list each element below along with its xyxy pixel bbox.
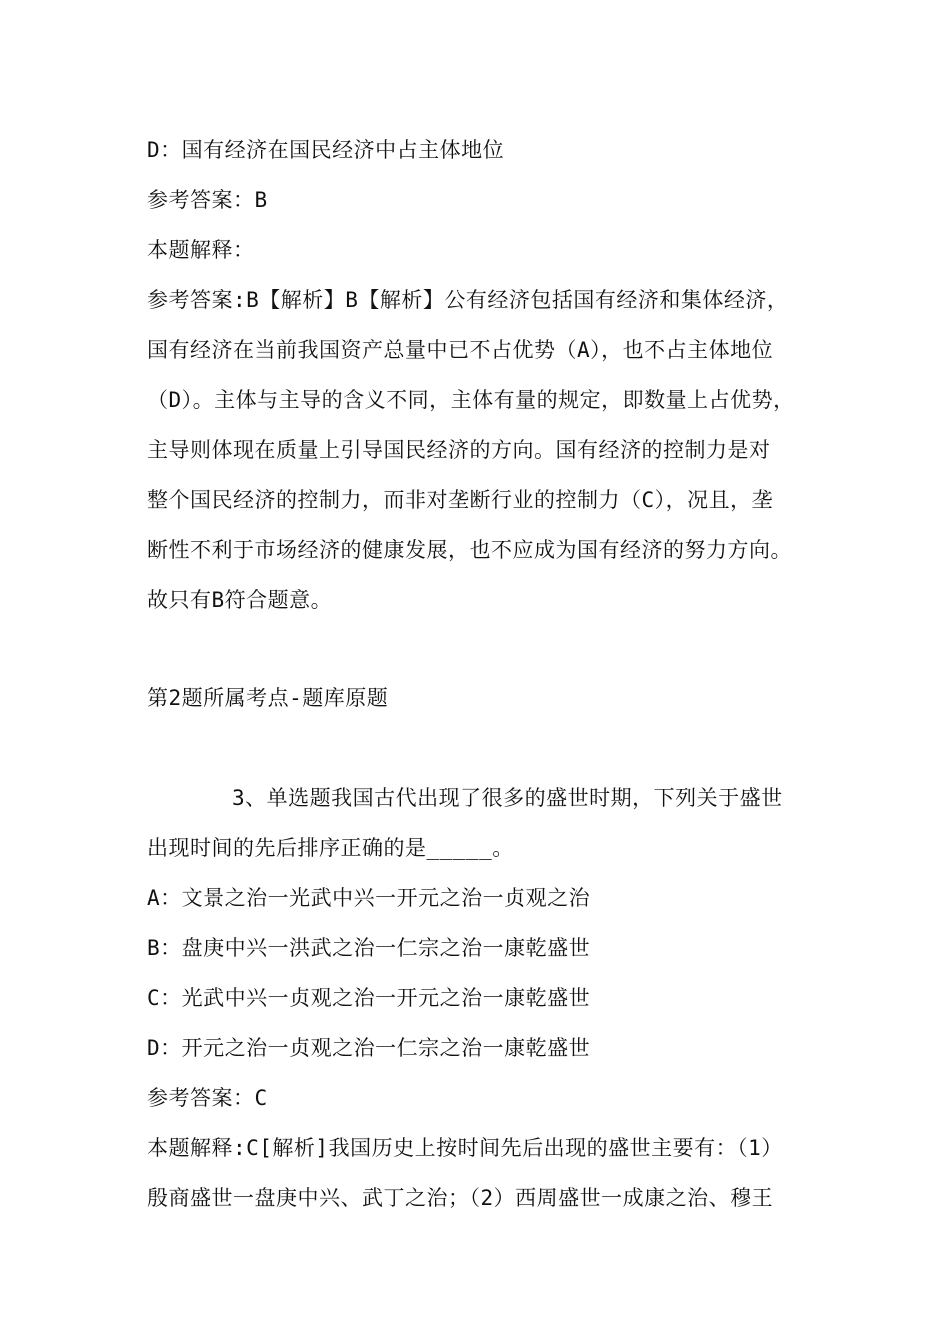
- q2-explanation-line: 国有经济在当前我国资产总量中已不占优势（A），也不占主体地位: [147, 338, 774, 362]
- q2-explanation-line: 断性不利于市场经济的健康发展，也不应成为国有经济的努力方向。: [147, 538, 792, 562]
- q2-explanation-line: 故只有B符合题意。: [147, 588, 333, 612]
- q3-answer: 参考答案：C: [147, 1086, 268, 1110]
- q2-answer: 参考答案：B: [147, 188, 268, 212]
- q3-stem-line: 3、单选题我国古代出现了很多的盛世时期，下列关于盛世: [232, 786, 783, 810]
- q2-explanation-line: 整个国民经济的控制力，而非对垄断行业的控制力（C），况且，垄: [147, 488, 774, 512]
- q3-option-a: A：文景之治一光武中兴一开元之治一贞观之治: [147, 886, 591, 910]
- q2-explanation-line: （D）。主体与主导的含义不同，主体有量的规定，即数量上占优势，: [147, 388, 795, 412]
- q3-option-b: B：盘庚中兴一洪武之治一仁宗之治一康乾盛世: [147, 936, 591, 960]
- q2-option-d: D：国有经济在国民经济中占主体地位: [147, 138, 505, 162]
- q3-stem-line: 出现时间的先后排序正确的是_____。: [147, 836, 514, 860]
- q3-option-c: C：光武中兴一贞观之治一开元之治一康乾盛世: [147, 986, 591, 1010]
- q2-explanation-line: 主导则体现在质量上引导国民经济的方向。国有经济的控制力是对: [147, 438, 771, 462]
- q3-explanation-line: 殷商盛世一盘庚中兴、武丁之治；（2）西周盛世一成康之治、穆王: [147, 1186, 774, 1210]
- q2-explanation-line: 参考答案:B【解析】B【解析】公有经济包括国有经济和集体经济，: [147, 288, 789, 312]
- q2-topic: 第2题所属考点-题库原题: [147, 686, 389, 710]
- q3-option-d: D：开元之治一贞观之治一仁宗之治一康乾盛世: [147, 1036, 591, 1060]
- q3-explanation-line: 本题解释:C[解析]我国历史上按时间先后出现的盛世主要有：（1）: [147, 1136, 783, 1160]
- q2-explanation-label: 本题解释：: [147, 238, 255, 262]
